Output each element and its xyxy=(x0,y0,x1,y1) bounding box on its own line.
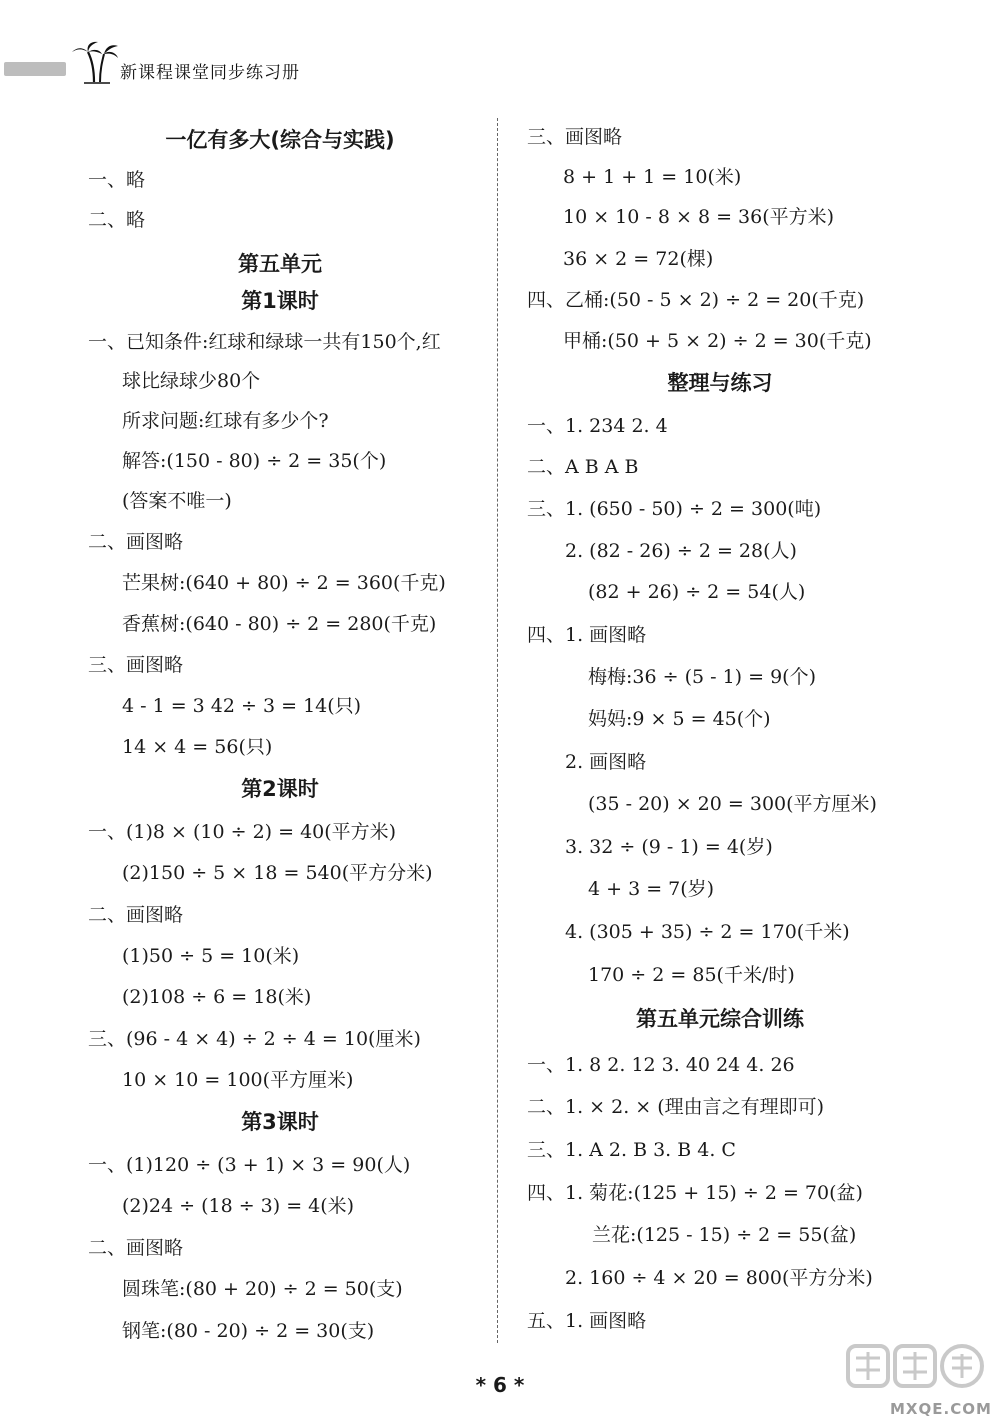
palm-tree-icon xyxy=(70,40,120,84)
answer-line: 二、A B A B xyxy=(527,456,639,478)
answer-line: (82 + 26) ÷ 2 = 54(人) xyxy=(588,581,806,603)
lesson-heading: 第3课时 xyxy=(241,1110,319,1134)
section-heading: 第五单元综合训练 xyxy=(636,1007,804,1031)
answer-line: 一、略 xyxy=(88,169,146,191)
answer-line: 球比绿球少80个 xyxy=(122,370,261,392)
answer-line: 二、1. × 2. × (理由言之有理即可) xyxy=(527,1096,825,1118)
answer-line: (2)108 ÷ 6 = 18(米) xyxy=(122,986,312,1008)
answer-line: 三、(96 - 4 × 4) ÷ 2 ÷ 4 = 10(厘米) xyxy=(88,1028,421,1050)
answer-line: 芒果树:(640 + 80) ÷ 2 = 360(千克) xyxy=(122,572,446,594)
answer-line: 三、画图略 xyxy=(88,654,184,676)
answer-line: 二、画图略 xyxy=(88,1237,184,1259)
answer-line: 一、(1)120 ÷ (3 + 1) × 3 = 90(人) xyxy=(88,1154,411,1176)
answer-line: 10 × 10 = 100(平方厘米) xyxy=(122,1069,354,1091)
answer-line: 二、画图略 xyxy=(88,904,184,926)
answer-line: 3. 32 ÷ (9 - 1) = 4(岁) xyxy=(565,836,773,858)
answer-line: 四、1. 菊花:(125 + 15) ÷ 2 = 70(盆) xyxy=(527,1182,863,1204)
answer-line: (35 - 20) × 20 = 300(平方厘米) xyxy=(588,793,877,815)
answer-line: (1)50 ÷ 5 = 10(米) xyxy=(122,945,300,967)
answer-line: 2. 画图略 xyxy=(565,751,647,773)
answer-line: 四、乙桶:(50 - 5 × 2) ÷ 2 = 20(千克) xyxy=(527,289,865,311)
page-header xyxy=(0,40,420,90)
section-heading: 整理与练习 xyxy=(667,371,773,395)
answer-line: 三、画图略 xyxy=(527,126,623,148)
answer-line: 4 + 3 = 7(岁) xyxy=(588,878,715,900)
answer-line: (2)150 ÷ 5 × 18 = 540(平方分米) xyxy=(122,862,433,884)
lesson-heading: 第2课时 xyxy=(241,777,319,801)
answer-line: 2. (82 - 26) ÷ 2 = 28(人) xyxy=(565,540,797,562)
book-title: 新课程课堂同步练习册 xyxy=(120,63,300,83)
page-number: * 6 * xyxy=(475,1373,525,1397)
answer-line: 4 - 1 = 3 42 ÷ 3 = 14(只) xyxy=(122,695,362,717)
answer-line: (答案不唯一) xyxy=(122,490,232,512)
answer-line: 170 ÷ 2 = 85(千米/时) xyxy=(588,964,795,986)
answer-line: 10 × 10 - 8 × 8 = 36(平方米) xyxy=(563,206,835,228)
answer-line: 二、略 xyxy=(88,209,146,231)
answer-line: 钢笔:(80 - 20) ÷ 2 = 30(支) xyxy=(122,1320,375,1342)
watermark-text: MXQE.COM xyxy=(890,1400,992,1418)
answer-line: 所求问题:红球有多少个? xyxy=(122,410,329,432)
answer-line: 一、(1)8 × (10 ÷ 2) = 40(平方米) xyxy=(88,821,397,843)
answer-line: 五、1. 画图略 xyxy=(527,1310,647,1332)
answer-line: 14 × 4 = 56(只) xyxy=(122,736,273,758)
answer-line: 三、1. (650 - 50) ÷ 2 = 300(吨) xyxy=(527,498,822,520)
answer-line: 一、1. 8 2. 12 3. 40 24 4. 26 xyxy=(527,1054,795,1076)
answer-line: 8 + 1 + 1 = 10(米) xyxy=(563,166,742,188)
answer-line: 2. 160 ÷ 4 × 20 = 800(平方分米) xyxy=(565,1267,873,1289)
answer-line: (2)24 ÷ (18 ÷ 3) = 4(米) xyxy=(122,1195,355,1217)
answer-line: 甲桶:(50 + 5 × 2) ÷ 2 = 30(千克) xyxy=(563,330,872,352)
lesson-heading: 第1课时 xyxy=(241,289,319,313)
answer-line: 圆珠笔:(80 + 20) ÷ 2 = 50(支) xyxy=(122,1278,403,1300)
answer-line: 梅梅:36 ÷ (5 - 1) = 9(个) xyxy=(588,666,816,688)
header-decor-bar xyxy=(4,62,66,76)
answer-line: 妈妈:9 × 5 = 45(个) xyxy=(588,708,771,730)
answer-line: 4. (305 + 35) ÷ 2 = 170(千米) xyxy=(565,921,850,943)
answer-line: 一、已知条件:红球和绿球一共有150个,红 xyxy=(88,331,441,353)
answer-line: 解答:(150 - 80) ÷ 2 = 35(个) xyxy=(122,450,387,472)
answer-line: 36 × 2 = 72(棵) xyxy=(563,248,714,270)
unit-heading: 第五单元 xyxy=(238,252,322,276)
column-divider xyxy=(497,118,498,1343)
answer-line: 一、1. 234 2. 4 xyxy=(527,415,668,437)
answer-line: 兰花:(125 - 15) ÷ 2 = 55(盆) xyxy=(592,1224,857,1246)
answer-line: 四、1. 画图略 xyxy=(527,624,647,646)
answer-line: 三、1. A 2. B 3. B 4. C xyxy=(527,1139,736,1161)
answer-line: 二、画图略 xyxy=(88,531,184,553)
section-heading: 一亿有多大(综合与实践) xyxy=(165,128,395,152)
answer-line: 香蕉树:(640 - 80) ÷ 2 = 280(千克) xyxy=(122,613,437,635)
